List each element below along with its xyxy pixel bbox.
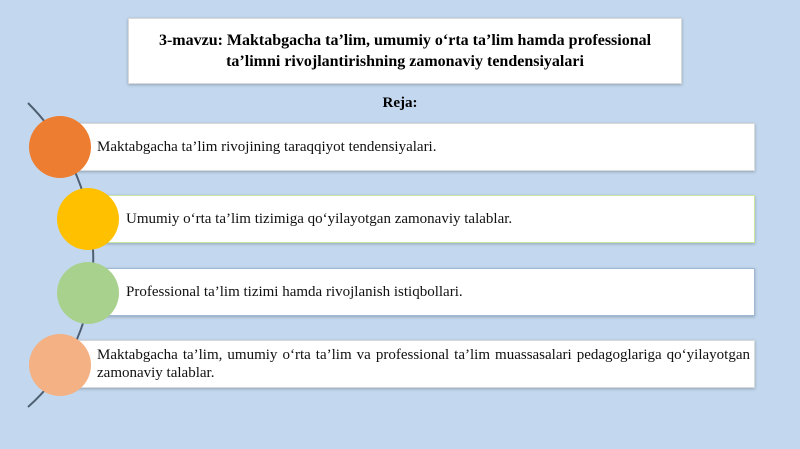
- plan-item-2-marker: [57, 188, 119, 250]
- plan-item-4-text: Maktabgacha ta’lim, umumiy o‘rta ta’lim va professional ta’lim muassasalari pedagoglariga qo‘yilayotgan zamonaviy talablar.: [97, 347, 750, 381]
- plan-item-3-text: Professional ta’lim tizimi hamda rivojlanish istiqbollari.: [126, 284, 463, 300]
- plan-item-1-marker: [29, 116, 91, 178]
- plan-item-2: [88, 195, 755, 243]
- plan-item-2-text: Umumiy o‘rta ta’lim tizimiga qo‘yilayotgan zamonaviy talablar.: [126, 211, 513, 227]
- plan-item-3-marker: [57, 262, 119, 324]
- plan-item-3: [88, 268, 755, 316]
- plan-item-4-marker: [29, 334, 91, 396]
- slide-title: [128, 18, 682, 84]
- plan-item-1-text: Maktabgacha ta’lim rivojining taraqqiyot tendensiyalari.: [97, 139, 437, 155]
- plan-item-1: [60, 123, 755, 171]
- title-line-2: ta’limni rivojlantirishning zamonaviy tendensiyalari: [226, 53, 584, 70]
- plan-item-4: [60, 340, 755, 388]
- title-line-1: 3-mavzu: Maktabgacha ta’lim, umumiy o‘rta ta’lim hamda professional: [158, 32, 652, 49]
- plan-heading: Reja:: [382, 95, 418, 111]
